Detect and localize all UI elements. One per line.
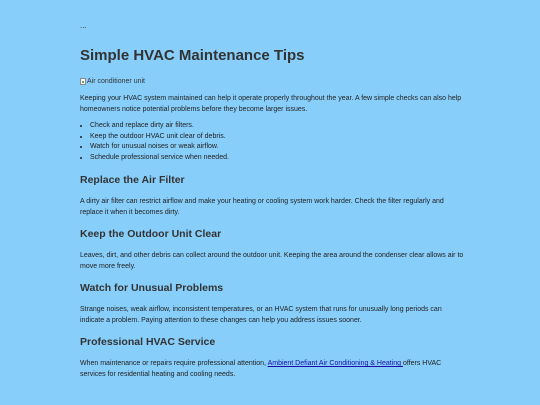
list-item: • Schedule professional service when needed. xyxy=(90,153,465,164)
list-item: • Check and replace dirty air filters. xyxy=(90,121,465,132)
list-item: • Watch for unusual noises or weak airflow. xyxy=(90,142,465,153)
page-title: Simple HVAC Maintenance Tips xyxy=(80,47,305,64)
section-heading-professional-service: Professional HVAC Service xyxy=(80,336,216,348)
section-heading-outdoor-unit: Keep the Outdoor Unit Clear xyxy=(80,228,222,240)
section-body-unusual-problems: Strange noises, weak airflow, inconsistent temperatures, or an HVAC system that runs for unusually long periods can indicate a problem. Paying attention to these changes can help you address issues sooner. xyxy=(80,306,442,324)
company-link[interactable]: Ambient Defiant Air Conditioning & Heating xyxy=(267,360,403,367)
section-body-outdoor-unit: Leaves, dirt, and other debris can collect around the outdoor unit. Keeping the area around the condenser clear allows air to move more freely. xyxy=(80,252,464,270)
body-text-after-link: offers HVAC services for residential heating and cooling needs. xyxy=(80,360,442,378)
section-heading-unusual-problems: Watch for Unusual Problems xyxy=(80,282,224,294)
breadcrumb: ... xyxy=(80,21,87,30)
list-item: • Keep the outdoor HVAC unit clear of debris. xyxy=(90,132,465,143)
image-alt-text: Air conditioner unit xyxy=(87,78,145,85)
section-body-air-filter: A dirty air filter can restrict airflow and make your heating or cooling system work harder. Check the filter regularly and replace it when it becomes dirty. xyxy=(80,198,444,216)
body-text-before-link: When maintenance or repairs require professional attention, xyxy=(80,360,268,367)
tips-list xyxy=(80,121,465,163)
section-heading-air-filter: Replace the Air Filter xyxy=(80,174,185,186)
section-body-professional-service xyxy=(80,358,465,380)
article xyxy=(80,47,465,380)
hero-image xyxy=(80,77,465,86)
intro-paragraph: Keeping your HVAC system maintained can help it operate properly throughout the year. A few simple checks can also help homeowners notice potential problems before they become larger issues. xyxy=(80,95,462,113)
broken-image-icon xyxy=(80,78,86,85)
